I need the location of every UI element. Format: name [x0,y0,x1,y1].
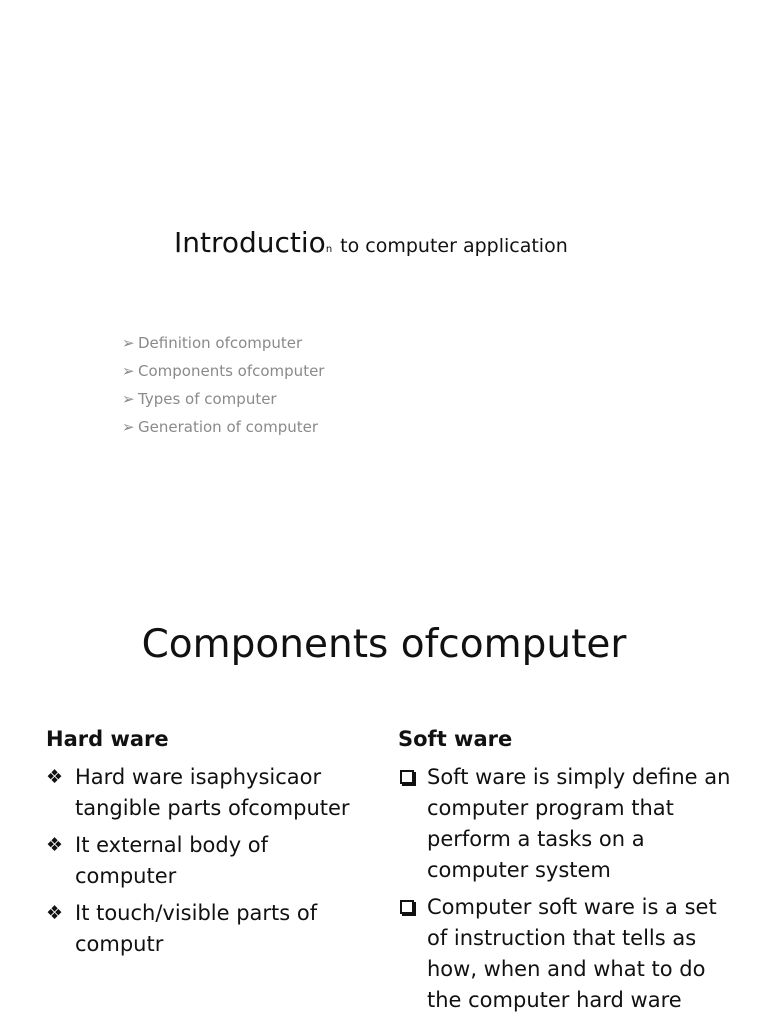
title-subscript: n [325,244,333,255]
topic-label: Types of computer [138,390,277,408]
hardware-list [46,762,366,960]
item-text: Computer soft ware is a set of instruction that tells as how, when and what to do the computer hard ware [427,895,717,1012]
hardware-column [46,724,366,966]
list-item [398,892,738,1016]
list-item [122,413,324,441]
slide-title [174,226,568,259]
list-item [398,762,738,886]
item-text: It external body of computer [75,833,269,888]
arrow-bullet-icon: ➢ [122,334,135,352]
checkbox-bullet-icon [400,770,414,784]
arrow-bullet-icon: ➢ [122,362,135,380]
arrow-bullet-icon: ➢ [122,418,135,436]
list-item [122,329,324,357]
title-rest: to computer application [340,235,568,257]
column-heading: Hard ware [46,727,169,751]
software-column [398,724,738,1022]
arrow-bullet-icon: ➢ [122,390,135,408]
item-text: Hard ware isaphysicaor tangible parts ofcomputer [75,765,350,820]
list-item [46,830,366,892]
topic-list [122,329,324,441]
slide-components [0,512,768,1024]
diamond-bullet-icon: ❖ [46,834,64,856]
list-item [122,357,324,385]
title-main: Introductio [174,226,326,259]
topic-label: Definition ofcomputer [138,334,303,352]
software-list [398,762,738,1016]
item-text: It touch/visible parts of computr [75,901,318,956]
item-text: Soft ware is simply define an computer program that perform a tasks on a computer system [427,765,731,882]
checkbox-bullet-icon [400,900,414,914]
column-heading: Soft ware [398,727,513,751]
slide-title: Components ofcomputer [141,622,627,667]
diamond-bullet-icon: ❖ [46,902,64,924]
diamond-bullet-icon: ❖ [46,766,64,788]
list-item [46,762,366,824]
list-item [122,385,324,413]
topic-label: Generation of computer [138,418,319,436]
topic-label: Components ofcomputer [138,362,325,380]
list-item [46,898,366,960]
